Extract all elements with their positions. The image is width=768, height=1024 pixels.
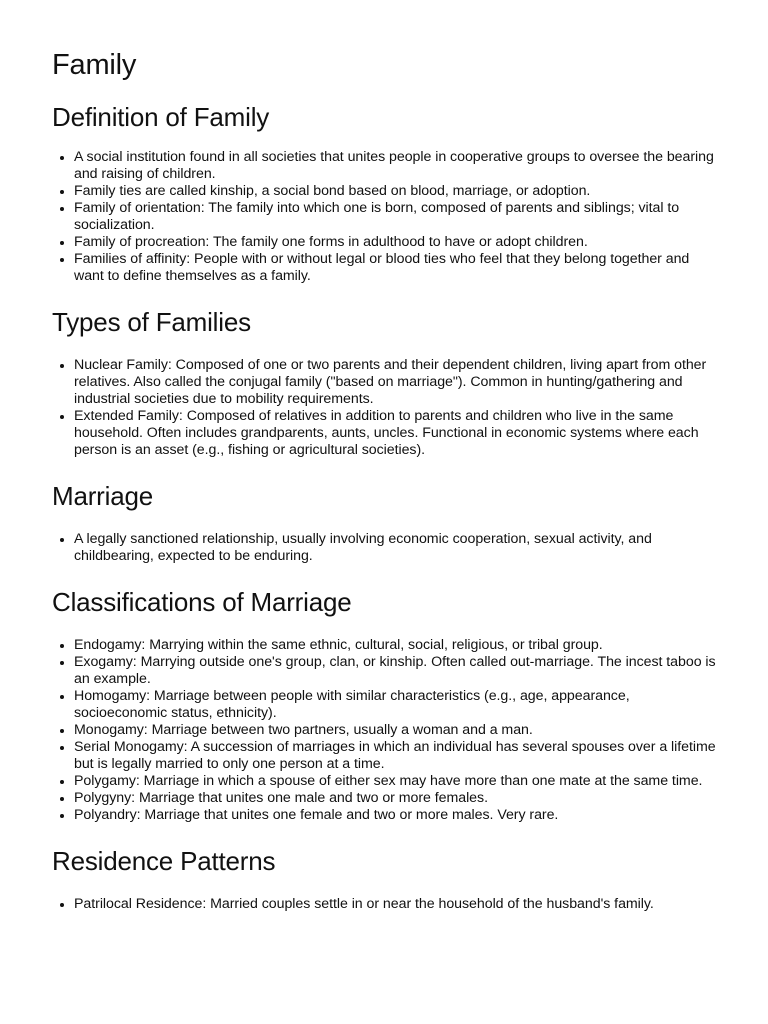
bullet-list-types-of-families	[52, 357, 716, 459]
list-item: • Serial Monogamy: A succession of marriages in which an individual has several spouses over a lifetime but is legally married to only one person at a time.	[74, 739, 716, 773]
list-item: • Homogamy: Marriage between people with similar characteristics (e.g., age, appearance, socioeconomic status, ethnicity).	[74, 688, 716, 722]
section-heading-types-of-families: Types of Families	[52, 307, 251, 337]
section-heading-marriage: Marriage	[52, 481, 153, 511]
list-item: • Exogamy: Marrying outside one's group, clan, or kinship. Often called out-marriage. The incest taboo is an example.	[74, 654, 716, 688]
bullet-list-marriage	[52, 531, 716, 565]
section-heading-definition-of-family: Definition of Family	[52, 102, 270, 132]
list-item: • Family of procreation: The family one forms in adulthood to have or adopt children.	[74, 234, 716, 251]
list-item: • A social institution found in all societies that unites people in cooperative groups to oversee the bearing and raising of children.	[74, 149, 716, 183]
list-item: • Endogamy: Marrying within the same ethnic, cultural, social, religious, or tribal group.	[74, 637, 716, 654]
list-item: • Polygyny: Marriage that unites one male and two or more females.	[74, 790, 716, 807]
page-title: Family	[52, 49, 137, 81]
list-item: • Nuclear Family: Composed of one or two parents and their dependent children, living apart from other relatives. Also called the conjugal family ("based on marriage"). Common in hunting/gathering and industrial societies due to mobility requirements.	[74, 357, 716, 408]
list-item: • Family of orientation: The family into which one is born, composed of parents and siblings; vital to socialization.	[74, 200, 716, 234]
bullet-list-classifications-of-marriage	[52, 637, 716, 824]
bullet-list-residence-patterns	[52, 896, 716, 913]
section-heading-residence-patterns: Residence Patterns	[52, 846, 276, 876]
list-item: • Family ties are called kinship, a social bond based on blood, marriage, or adoption.	[74, 183, 716, 200]
section-heading-classifications-of-marriage: Classifications of Marriage	[52, 587, 352, 617]
list-item: • Families of affinity: People with or without legal or blood ties who feel that they belong together and want to define themselves as a family.	[74, 251, 716, 285]
bullet-list-definition-of-family	[52, 149, 716, 285]
list-item: • Extended Family: Composed of relatives in addition to parents and children who live in the same household. Often includes grandparents, aunts, uncles. Functional in economic systems where each person is an asset (e.g., fishing or agricultural societies).	[74, 408, 716, 459]
list-item: • Patrilocal Residence: Married couples settle in or near the household of the husband's family.	[74, 896, 716, 913]
list-item: • A legally sanctioned relationship, usually involving economic cooperation, sexual activity, and childbearing, expected to be enduring.	[74, 531, 716, 565]
list-item: • Monogamy: Marriage between two partners, usually a woman and a man.	[74, 722, 716, 739]
list-item: • Polyandry: Marriage that unites one female and two or more males. Very rare.	[74, 807, 716, 824]
list-item: • Polygamy: Marriage in which a spouse of either sex may have more than one mate at the same time.	[74, 773, 716, 790]
